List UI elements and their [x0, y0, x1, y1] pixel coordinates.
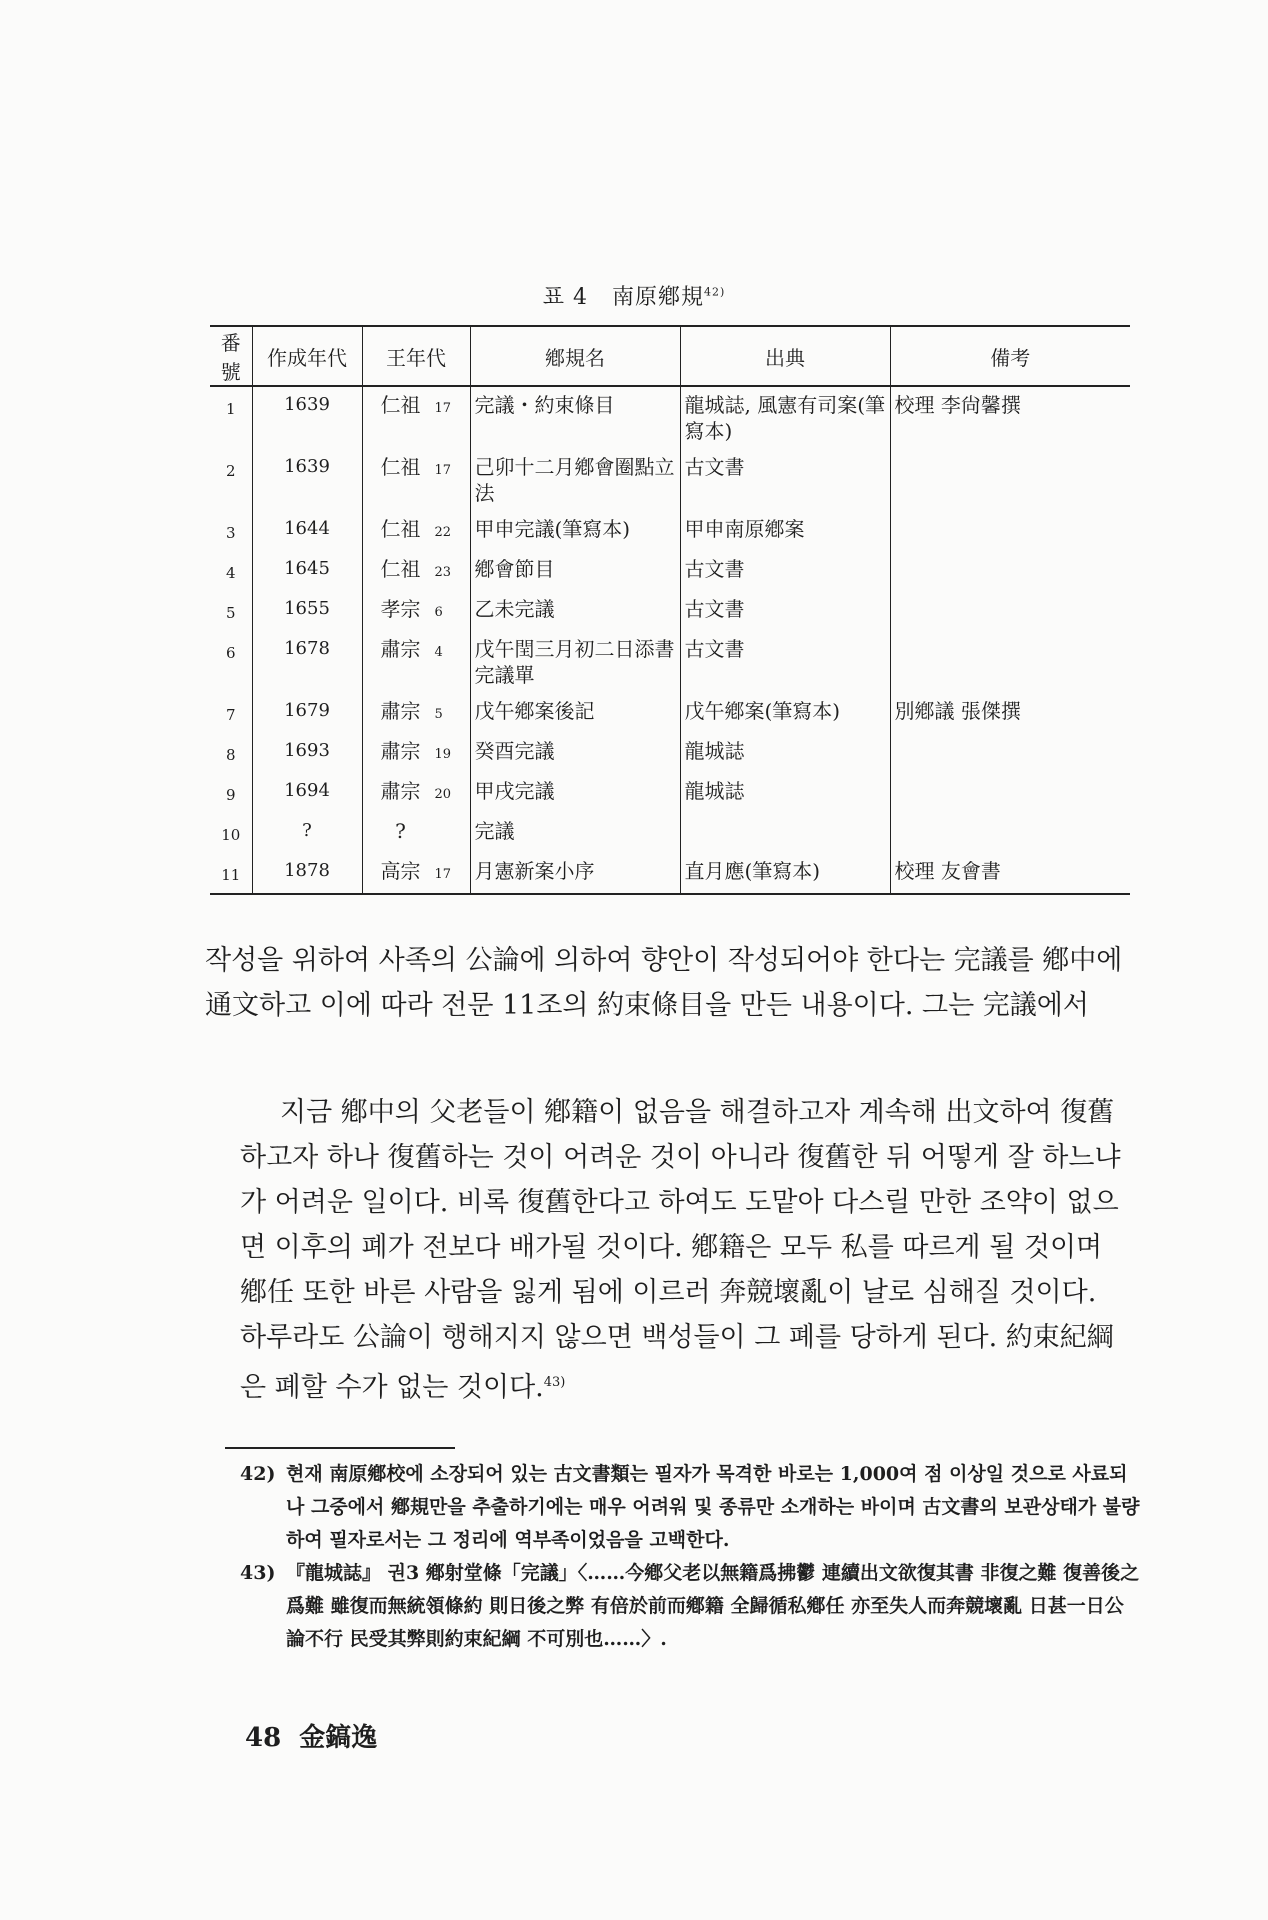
cell-number: 11: [210, 853, 252, 894]
cell-note: [890, 733, 1130, 773]
header-reign: 王年代: [362, 326, 470, 386]
page-number: 48: [245, 1723, 282, 1753]
author-name: 金鎬逸: [299, 1723, 378, 1753]
cell-year: 1645: [252, 551, 362, 591]
cell-name: 月憲新案小序: [470, 853, 680, 894]
table-row: [210, 853, 1130, 894]
quote-paragraph: [240, 1090, 1130, 1410]
cell-note: 校理 友會書: [890, 853, 1130, 894]
cell-number: 4: [225, 564, 236, 582]
block-quote: [240, 1090, 1130, 1410]
cell-note: [890, 551, 1130, 591]
reign-year: 17: [434, 867, 452, 882]
table-label: 표 4: [542, 285, 588, 310]
footnote-text: 『龍城誌』 권3 鄕射堂條「完議」〈……今鄕父老以無籍爲拂鬱 連續出文欲復其書 非復之難 復善後之爲難 雖復而無統領條約 則日後之弊 有倍於前而鄕籍 全歸循私鄕任 亦至失人而奔競壞亂 日甚一日公論不行 民受其弊則約束紀綱 不可別也……〉.: [286, 1562, 1140, 1650]
cell-reign: [362, 591, 470, 631]
quote-text: 지금 鄕中의 父老들이 鄕籍이 없음을 해결하고자 계속해 出文하여 復舊하고자 하나 復舊하는 것이 어려운 것이 아니라 復舊한 뒤 어떻게 잘 하느냐가 어려운 일이다. 비록 復舊한다고 하여도 도맡아 다스릴 만한 조약이 없으면 이후의 폐가 전보다 배가될 것이다. 鄕籍은 모두 私를 따르게 될 것이며 鄕任 또한 바른 사람을 잃게 됨에 이르러 奔競壞亂이 날로 심해질 것이다. 하루라도 公論이 행해지지 않으면 백성들이 그 폐를 당하게 된다. 約束紀綱은 폐할 수가 없는 것이다.: [240, 1097, 1121, 1403]
cell-name: 己卯十二月鄕會圈點立法: [470, 449, 680, 511]
cell-source: 直月應(筆寫本): [680, 853, 890, 894]
reign-king: 肅宗: [380, 739, 421, 763]
reign-year: 17: [434, 401, 452, 416]
table-header-row: [210, 326, 1130, 386]
footnote-text: 현재 南原鄕校에 소장되어 있는 古文書類는 필자가 목격한 바로는 1,000여 점 이상일 것으로 사료되나 그중에서 鄕規만을 추출하기에는 매우 어려워 및 종류만 소개하는 바이며 古文書의 보관상태가 불량하여 필자로서는 그 정리에 역부족이었음을 고백한다.: [286, 1463, 1140, 1551]
cell-note: [890, 591, 1130, 631]
header-source: 出典: [680, 326, 890, 386]
cell-year: 1639: [252, 386, 362, 449]
cell-number: 1: [225, 400, 236, 418]
cell-source: 龍城誌: [680, 733, 890, 773]
cell-name: 戊午閏三月初二日添書完議單: [470, 631, 680, 693]
cell-name: 鄕會節目: [470, 551, 680, 591]
reign-year: 17: [434, 463, 452, 478]
cell-year: 1878: [252, 853, 362, 894]
cell-source: [680, 813, 890, 853]
cell-note: [890, 813, 1130, 853]
quote-footnote-ref: 43): [543, 1375, 566, 1390]
cell-number: 10: [221, 826, 241, 844]
cell-reign: [362, 693, 470, 733]
cell-name: 完議: [470, 813, 680, 853]
cell-note: [890, 449, 1130, 511]
reign-king: 仁祖: [380, 557, 421, 581]
reign-king: ?: [395, 819, 406, 843]
page-folio: [245, 1717, 377, 1754]
cell-reign: [362, 813, 470, 853]
cell-number: 3: [225, 524, 236, 542]
cell-year: 1655: [252, 591, 362, 631]
footnote-43: [240, 1557, 1140, 1656]
cell-reign: [362, 511, 470, 551]
footnote-number: 42): [240, 1463, 276, 1485]
footnote-42: [240, 1458, 1140, 1557]
cell-reign: [362, 631, 470, 693]
cell-year: ?: [252, 813, 362, 853]
cell-note: 校理 李尙馨撰: [890, 386, 1130, 449]
table-row: [210, 773, 1130, 813]
regulations-table-container: [210, 325, 1130, 895]
table-footnote-ref: 42): [703, 285, 726, 299]
table-name: 南原鄕規: [611, 285, 704, 310]
cell-year: 1644: [252, 511, 362, 551]
cell-reign: [362, 386, 470, 449]
cell-reign: [362, 853, 470, 894]
cell-source: 龍城誌, 風憲有司案(筆寫本): [680, 386, 890, 449]
header-name: 鄕規名: [470, 326, 680, 386]
reign-year: 23: [434, 565, 452, 580]
table-row: [210, 813, 1130, 853]
table-body: [210, 386, 1130, 894]
cell-number: 8: [225, 746, 236, 764]
reign-year: 20: [434, 787, 452, 802]
table-title: [0, 280, 1268, 311]
regulations-table: [210, 325, 1130, 895]
cell-number: 7: [225, 706, 236, 724]
reign-king: 肅宗: [380, 637, 421, 661]
cell-year: 1679: [252, 693, 362, 733]
cell-source: 龍城誌: [680, 773, 890, 813]
cell-note: [890, 631, 1130, 693]
cell-year: 1693: [252, 733, 362, 773]
cell-source: 甲申南原鄕案: [680, 511, 890, 551]
table-row: [210, 511, 1130, 551]
cell-note: 別鄕議 張傑撰: [890, 693, 1130, 733]
header-number: 番號: [210, 326, 252, 386]
cell-name: 癸酉完議: [470, 733, 680, 773]
cell-number: 6: [225, 644, 236, 662]
footnote-divider: [225, 1447, 455, 1449]
cell-name: 戊午鄕案後記: [470, 693, 680, 733]
reign-year: 4: [434, 645, 443, 660]
cell-source: 古文書: [680, 631, 890, 693]
cell-number: 9: [225, 786, 236, 804]
cell-name: 乙未完議: [470, 591, 680, 631]
reign-king: 仁祖: [380, 455, 421, 479]
table-row: [210, 693, 1130, 733]
table-row: [210, 551, 1130, 591]
cell-year: 1694: [252, 773, 362, 813]
table-row: [210, 733, 1130, 773]
cell-reign: [362, 733, 470, 773]
cell-name: 甲申完議(筆寫本): [470, 511, 680, 551]
cell-reign: [362, 773, 470, 813]
cell-note: [890, 773, 1130, 813]
reign-year: 5: [434, 707, 443, 722]
table-row: [210, 449, 1130, 511]
reign-year: 6: [434, 605, 443, 620]
cell-year: 1639: [252, 449, 362, 511]
table-row: [210, 386, 1130, 449]
reign-year: 19: [434, 747, 452, 762]
reign-king: 高宗: [380, 859, 421, 883]
footnotes: [240, 1458, 1140, 1656]
reign-king: 仁祖: [380, 393, 421, 417]
cell-reign: [362, 551, 470, 591]
cell-source: 古文書: [680, 449, 890, 511]
cell-year: 1678: [252, 631, 362, 693]
body-paragraph: [205, 938, 1135, 1028]
cell-name: 完議・約束條目: [470, 386, 680, 449]
header-year: 作成年代: [252, 326, 362, 386]
cell-number: 2: [225, 462, 236, 480]
cell-source: 戊午鄕案(筆寫本): [680, 693, 890, 733]
paragraph-text: 작성을 위하여 사족의 公論에 의하여 향안이 작성되어야 한다는 完議를 鄕中에 通文하고 이에 따라 전문 11조의 約束條目을 만든 내용이다. 그는 完議에서: [205, 945, 1123, 1021]
cell-source: 古文書: [680, 591, 890, 631]
reign-year: 22: [434, 525, 452, 540]
cell-source: 古文書: [680, 551, 890, 591]
cell-reign: [362, 449, 470, 511]
cell-note: [890, 511, 1130, 551]
table-row: [210, 631, 1130, 693]
reign-king: 肅宗: [380, 779, 421, 803]
reign-king: 仁祖: [380, 517, 421, 541]
footnote-number: 43): [240, 1562, 276, 1584]
header-note: 備考: [890, 326, 1130, 386]
table-row: [210, 591, 1130, 631]
cell-name: 甲戌完議: [470, 773, 680, 813]
reign-king: 肅宗: [380, 699, 421, 723]
cell-number: 5: [225, 604, 236, 622]
reign-king: 孝宗: [380, 597, 421, 621]
